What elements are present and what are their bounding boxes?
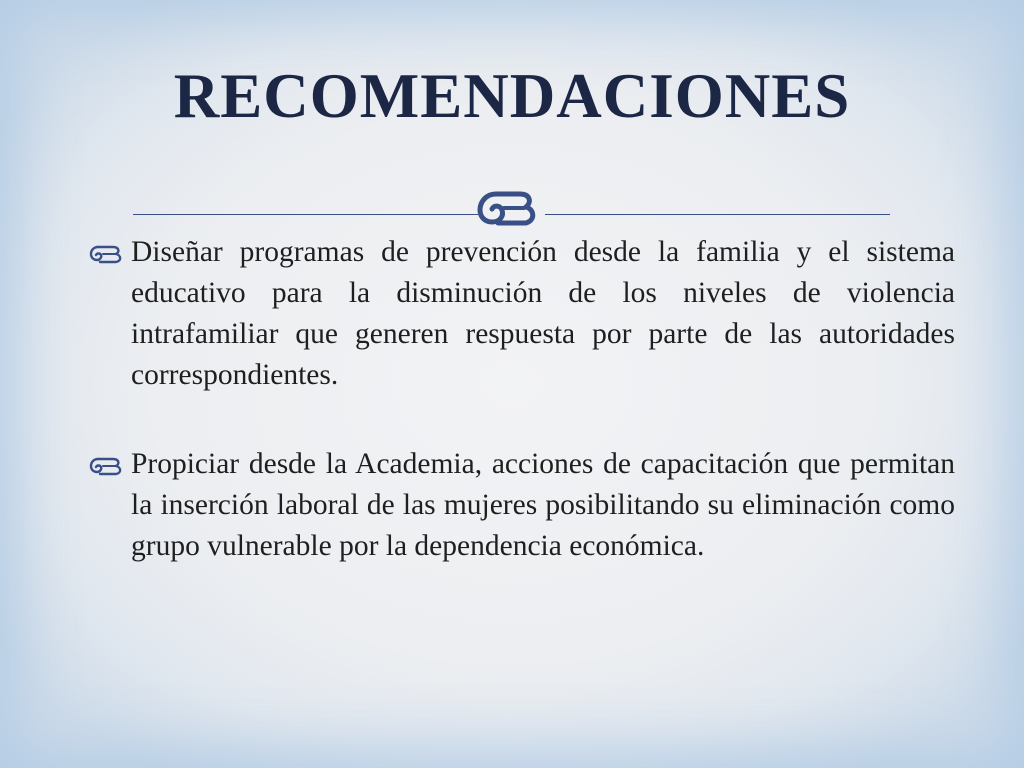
divider-line-left bbox=[133, 214, 478, 215]
divider-line-right bbox=[545, 214, 890, 215]
decorative-scroll-ornament-icon bbox=[474, 186, 552, 228]
list-item-text: Propiciar desde la Academia, acciones de capacitación que permitan la inserción laboral de las mujeres posibilitando su eliminación como grupo vulnerable por la dependencia económica. bbox=[131, 448, 955, 562]
bullet-list bbox=[85, 232, 955, 567]
slide-title: RECOMENDACIONES bbox=[173, 61, 851, 131]
list-item-text: Diseñar programas de prevención desde la familia y el sistema educativo para la disminución de los niveles de violencia intrafamiliar que generen respuesta por parte de las autoridades correspondientes. bbox=[131, 236, 955, 391]
scroll-bullet-icon bbox=[89, 244, 125, 264]
list-item bbox=[85, 444, 955, 567]
scroll-bullet-icon bbox=[89, 456, 125, 476]
list-item bbox=[85, 232, 955, 396]
